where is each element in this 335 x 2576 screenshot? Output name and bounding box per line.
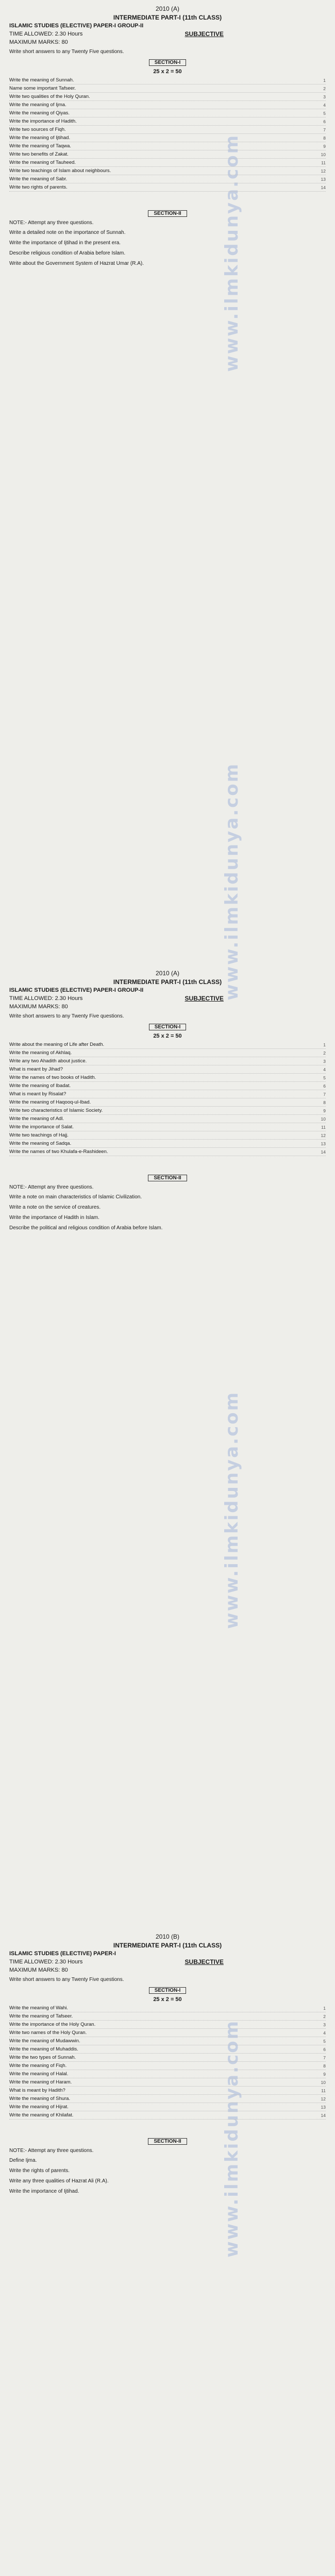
instructions: Write short answers to any Twenty Five questions. [9,49,124,55]
paper-year: 2010 (A) [155,5,180,12]
section-heading: SECTION-II [148,1175,187,1181]
question-number: 8 [323,135,326,141]
short-question [9,2070,326,2078]
question-number: 5 [323,110,326,116]
question-text: Write the two types of Sunnah. [9,2055,76,2060]
question-number: 9 [323,143,326,149]
short-question [9,2012,326,2021]
class-title: INTERMEDIATE PART-I (11th CLASS) [113,978,222,986]
instructions: Write short answers to any Twenty Five questions. [9,1013,124,1019]
short-question [9,134,326,142]
short-question [9,1082,326,1090]
watermark: www.ilmkidunya.com [222,134,242,372]
watermark: www.ilmkidunya.com [222,762,242,1001]
short-question [9,2087,326,2095]
question-text: Write a detailed note on the importance of Sunnah. [9,230,126,235]
question-text: Write the importance of Ijtihad in the present era. [9,240,121,246]
watermark: www.ilmkidunya.com [222,1391,242,1629]
question-number: 2 [323,86,326,91]
question-text: Write the meaning of Sunnah. [9,77,74,83]
question-text: Write two names of the Holy Quran. [9,2030,87,2036]
question-text: Write the meaning of Ijma. [9,102,66,108]
short-question [9,150,326,159]
question-text: Write about the Government System of Hazrat Umar (R.A). [9,261,144,266]
long-question [9,2178,326,2185]
long-question [9,2157,326,2164]
long-instructions: NOTE:- Attempt any three questions. [9,2148,94,2154]
short-question [9,117,326,126]
short-question [9,1115,326,1123]
question-text: Write the meaning of Khilafat. [9,2112,74,2118]
short-question [9,2111,326,2120]
question-number: 14 [321,2112,326,2118]
question-number: 9 [323,2071,326,2077]
question-text: Write the meaning of Ibadat. [9,1083,71,1089]
long-question [9,1204,326,1211]
short-question [9,2037,326,2045]
watermark: www.ilmkidunya.com [222,2020,242,2258]
question-number: 12 [321,168,326,174]
question-number: 3 [323,2022,326,2027]
question-number: 3 [323,1058,326,1064]
short-question [9,93,326,101]
max-marks: MAXIMUM MARKS: 80 [9,1004,68,1010]
paper-year: 2010 (A) [155,970,180,977]
short-question [9,84,326,93]
short-question [9,142,326,150]
short-question [9,183,326,192]
question-number: 5 [323,2038,326,2044]
question-text: Write the meaning of Qiyas. [9,110,70,116]
paper-title: ISLAMIC STUDIES (ELECTIVE) PAPER-I GROUP-II [9,23,144,29]
question-text: Write the meaning of Sadqa. [9,1141,72,1146]
exam-paper [9,4,326,270]
question-number: 13 [321,176,326,182]
question-number: 13 [321,2104,326,2110]
question-number: 7 [323,127,326,132]
question-number: 11 [321,1124,326,1130]
short-question [9,2045,326,2054]
marks-line: 25 x 2 = 50 [153,1033,182,1039]
short-question [9,2029,326,2037]
question-text: Write the names of two Khulafa-e-Rashideen. [9,1149,108,1155]
long-question [9,240,326,247]
exam-paper [9,969,326,1235]
short-question [9,1098,326,1107]
question-text: Write about the meaning of Life after Death. [9,1042,105,1047]
question-text: Write the meaning of Halal. [9,2071,69,2077]
short-question [9,1049,326,1057]
question-number: 10 [321,2079,326,2085]
question-text: Describe religious condition of Arabia before Islam. [9,250,126,256]
question-text: Write a note on main characteristics of Islamic Civilization. [9,1194,142,1200]
section-heading: SECTION-I [149,1024,187,1030]
question-number: 14 [321,1149,326,1155]
question-number: 8 [323,1099,326,1105]
long-question [9,260,326,267]
question-number: 10 [321,151,326,157]
short-question [9,1090,326,1098]
long-question [9,229,326,236]
question-text: Write the meaning of Muhaddis. [9,2046,78,2052]
marks-line: 25 x 2 = 50 [153,1996,182,2003]
question-text: Write the meaning of Akhlaq. [9,1050,72,1056]
question-number: 6 [323,118,326,124]
short-question [9,1148,326,1156]
question-number: 14 [321,184,326,190]
question-text: Write the meaning of Tauheed. [9,160,76,165]
short-question [9,2004,326,2012]
question-text: Write the meaning of Wahi. [9,2005,69,2011]
question-text: What is meant by Risalat? [9,1091,66,1097]
question-text: Write the meaning of Mudawwin. [9,2038,80,2044]
question-text: Write the rights of parents. [9,2168,70,2174]
short-question [9,1065,326,1074]
question-number: 12 [321,2096,326,2102]
question-text: Write the meaning of Haqooq-ul-Ibad. [9,1099,91,1105]
question-text: Write two rights of parents. [9,184,68,190]
section-heading: SECTION-II [148,2138,187,2145]
short-question [9,167,326,175]
subjective-heading: SUBJECTIVE [185,30,224,38]
question-number: 7 [323,2055,326,2060]
exam-paper [9,1932,326,2198]
question-number: 13 [321,1141,326,1146]
question-number: 1 [323,1042,326,1047]
question-number: 6 [323,1083,326,1089]
short-question [9,2021,326,2029]
subjective-heading: SUBJECTIVE [185,1958,224,1965]
short-question [9,1123,326,1131]
question-text: Write the meaning of Ijtihad. [9,135,71,141]
section-heading: SECTION-I [149,59,187,66]
question-number: 11 [321,2088,326,2093]
question-text: Write the meaning of Tafseer. [9,2013,73,2019]
question-number: 8 [323,2063,326,2069]
question-text: Write two characteristics of Islamic Society. [9,1108,103,1113]
question-number: 1 [323,77,326,83]
question-text: Write any two Ahadith about justice. [9,1058,87,1064]
short-question [9,101,326,109]
question-text: Write the importance of the Holy Quran. [9,2022,96,2027]
section-heading: SECTION-I [149,1987,187,1994]
question-text: Write the meaning of Adl. [9,1116,64,1122]
time-allowed: TIME ALLOWED: 2.30 Hours [9,995,83,1002]
question-text: Write the importance of Ijtihad. [9,2189,79,2194]
short-question [9,1074,326,1082]
question-text: Write the importance of Hadith. [9,118,77,124]
section-heading: SECTION-II [148,210,187,217]
long-question [9,250,326,257]
paper-title: ISLAMIC STUDIES (ELECTIVE) PAPER-I GROUP-II [9,987,144,993]
question-text: Describe the political and religious condition of Arabia before Islam. [9,1225,163,1231]
instructions: Write short answers to any Twenty Five questions. [9,1977,124,1982]
paper-title: ISLAMIC STUDIES (ELECTIVE) PAPER-I [9,1951,116,1957]
question-text: Write two teachings of Islam about neighbours. [9,168,111,174]
long-instructions: NOTE:- Attempt any three questions. [9,1184,94,1190]
question-text: What is meant by Hadith? [9,2088,65,2093]
short-question [9,2054,326,2062]
question-number: 4 [323,102,326,108]
question-text: Write two sources of Fiqh. [9,127,66,132]
question-text: Write the importance of Hadith in Islam. [9,1215,99,1221]
question-text: Write two teachings of Hajj. [9,1132,69,1138]
short-question [9,76,326,84]
question-number: 11 [321,160,326,165]
short-question [9,2095,326,2103]
short-question [9,1107,326,1115]
question-text: Write the meaning of Haram. [9,2079,72,2085]
question-number: 5 [323,1075,326,1080]
short-question [9,126,326,134]
question-text: Write a note on the service of creatures. [9,1205,101,1210]
question-text: Write the meaning of Hijrat. [9,2104,69,2110]
question-number: 4 [323,2030,326,2036]
question-text: Write the importance of Salat. [9,1124,74,1130]
short-question [9,1131,326,1140]
question-number: 6 [323,2046,326,2052]
paper-year: 2010 (B) [155,1933,180,1940]
question-text: Write the meaning of Sabr. [9,176,68,182]
long-instructions: NOTE:- Attempt any three questions. [9,220,94,226]
question-number: 2 [323,2013,326,2019]
short-question [9,2078,326,2087]
short-question [9,1041,326,1049]
question-number: 4 [323,1066,326,1072]
question-number: 2 [323,1050,326,1056]
question-text: Write the meaning of Fiqh. [9,2063,67,2069]
subjective-heading: SUBJECTIVE [185,995,224,1002]
question-text: Define Ijma. [9,2158,37,2163]
long-question [9,1225,326,1232]
short-question [9,1140,326,1148]
question-text: Write the names of two books of Hadith. [9,1075,96,1080]
long-question [9,2167,326,2175]
time-allowed: TIME ALLOWED: 2.30 Hours [9,1959,83,1965]
question-number: 3 [323,94,326,99]
question-text: Write the meaning of Shura. [9,2096,71,2102]
short-question [9,1057,326,1065]
question-number: 10 [321,1116,326,1122]
question-text: Name some important Tafseer. [9,86,76,91]
question-text: Write the meaning of Taqwa. [9,143,72,149]
question-text: Write two benefits of Zakat. [9,151,69,157]
short-question [9,2062,326,2070]
marks-line: 25 x 2 = 50 [153,69,182,75]
short-question [9,175,326,183]
class-title: INTERMEDIATE PART-I (11th CLASS) [113,14,222,21]
question-number: 1 [323,2005,326,2011]
question-text: Write two qualities of the Holy Quran. [9,94,90,99]
question-number: 12 [321,1132,326,1138]
class-title: INTERMEDIATE PART-I (11th CLASS) [113,1942,222,1949]
question-text: What is meant by Jihad? [9,1066,63,1072]
short-question [9,109,326,117]
question-number: 7 [323,1091,326,1097]
long-question [9,1214,326,1222]
time-allowed: TIME ALLOWED: 2.30 Hours [9,31,83,37]
long-question [9,2188,326,2195]
question-text: Write any three qualities of Hazrat Ali (R.A). [9,2178,109,2184]
max-marks: MAXIMUM MARKS: 80 [9,1967,68,1973]
short-question [9,159,326,167]
max-marks: MAXIMUM MARKS: 80 [9,39,68,45]
long-question [9,1194,326,1201]
question-number: 9 [323,1108,326,1113]
short-question [9,2103,326,2111]
